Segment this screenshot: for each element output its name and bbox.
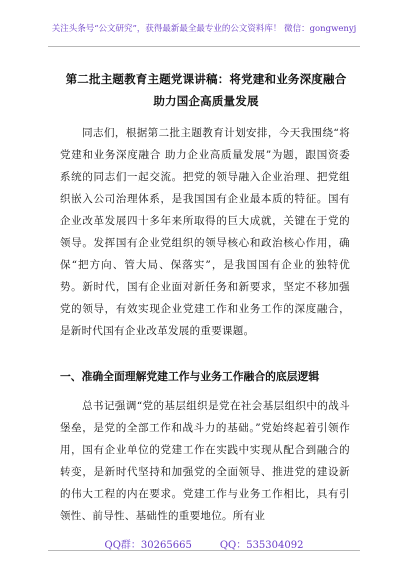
paragraph-intro-text: 同志们，根据第二批主题教育计划安排，今天我围绕“将党建和业务深度融合 助力企业高质量发展”为题，跟国资委系统的同志们一起交流。把党的领导融入企业治理、把党组织嵌入公司治理体系，是我国国有企业最本质的特征。国有企业改革发展四十多年来所取得的巨大成就，关键在于党的领导。发挥国有企业党组织的领导核心和政治核心作用，确保“把方向、管大局、保落实”，是我国国有企业的独特优势。新时代，国有企业面对新任务和新要求，坚定不移加强党的领导，有效实现企业党建工作和业务工作的深度融合，是新时代国有企业改革发展的重要课题。 <box>60 127 350 337</box>
paragraph-section-1-text: 总书记强调“党的基层组织是党在社会基层组织中的战斗堡垒，是党的全部工作和战斗力的基础。”党始终起着引领作用，国有企业单位的党建工作在实践中实现从配合到融合的转变，是新时代坚持和加强党的全面领导、推进党的建设新的伟大工程的内在要求。党建工作与业务工作相比，具有引领性、前导性、基础性的重要地位。所有业 <box>60 400 350 522</box>
paragraph-section-1 <box>60 395 350 527</box>
footer-qq-number: QQ：535304092 <box>219 540 304 551</box>
footer-qq-group: QQ群：30265665 <box>104 540 192 551</box>
footer-divider <box>48 550 360 551</box>
header-divider <box>48 46 360 47</box>
footer-contact <box>0 536 408 551</box>
paragraph-intro <box>60 122 350 342</box>
header-promo-note: 关注头条号“公文研究”，获得最新最全最专业的公文资料库！ 微信：gongwenyj <box>51 24 357 34</box>
document-title: 第二批主题教育主题党课讲稿：将党建和业务深度融合 助力国企高质量发展 <box>65 72 347 108</box>
section-heading-1: 一、准确全面理解党建工作与业务工作融合的底层逻辑 <box>60 370 320 383</box>
